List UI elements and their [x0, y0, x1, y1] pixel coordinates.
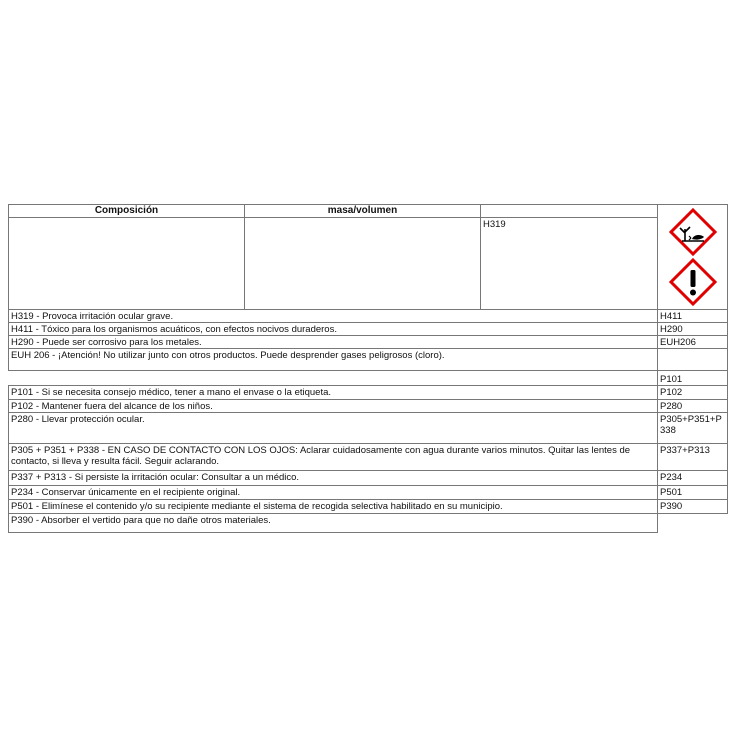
statement-row: P337 + P313 - Si persiste la irritación ocular: Consultar a un médico.	[8, 470, 658, 486]
environment-hazard-icon	[668, 207, 718, 257]
statement-row: P280 - Llevar protección ocular.	[8, 412, 658, 444]
header-empty	[480, 204, 658, 218]
code-cell: EUH206	[657, 335, 728, 349]
pictogram-cell	[657, 204, 728, 310]
statement-row: EUH 206 - ¡Atención! No utilizar junto con otros productos. Puede desprender gases peligrosos (cloro).	[8, 348, 658, 371]
code-cell: P337+P313	[657, 443, 728, 471]
top-code-cell: H319	[480, 217, 658, 310]
statement-row: H319 - Provoca irritación ocular grave.	[8, 309, 658, 323]
exclamation-hazard-icon	[668, 257, 718, 307]
statement-row: H411 - Tóxico para los organismos acuáticos, con efectos nocivos duraderos.	[8, 322, 658, 336]
code-cell: P101	[657, 370, 728, 386]
code-cell: P390	[657, 499, 728, 514]
statement-row: P102 - Mantener fuera del alcance de los niños.	[8, 399, 658, 413]
header-mass: masa/volumen	[244, 204, 481, 218]
code-cell: P280	[657, 399, 728, 413]
code-cell: P501	[657, 485, 728, 500]
code-cell: P234	[657, 470, 728, 486]
code-cell: P305+P351+P338	[657, 412, 728, 444]
statement-row: H290 - Puede ser corrosivo para los metales.	[8, 335, 658, 349]
composition-cell	[8, 217, 245, 310]
statement-row: P501 - Elimínese el contenido y/o su recipiente mediante el sistema de recogida selectiva habilitado en su municipio.	[8, 499, 658, 514]
statement-row: P305 + P351 + P338 - EN CASO DE CONTACTO CON LOS OJOS: Aclarar cuidadosamente con agua durante varios minutos. Quitar las lentes de contacto, si lleva y resulta fácil. Seguir aclarando.	[8, 443, 658, 471]
statement-row: P101 - Si se necesita consejo médico, tener a mano el envase o la etiqueta.	[8, 385, 658, 400]
header-composition: Composición	[8, 204, 245, 218]
code-cell: H411	[657, 309, 728, 323]
code-cell-empty	[657, 348, 728, 371]
statement-row: P234 - Conservar únicamente en el recipiente original.	[8, 485, 658, 500]
code-cell: P102	[657, 385, 728, 400]
mass-cell	[244, 217, 481, 310]
code-cell: H290	[657, 322, 728, 336]
statement-row: P390 - Absorber el vertido para que no dañe otros materiales.	[8, 513, 658, 533]
